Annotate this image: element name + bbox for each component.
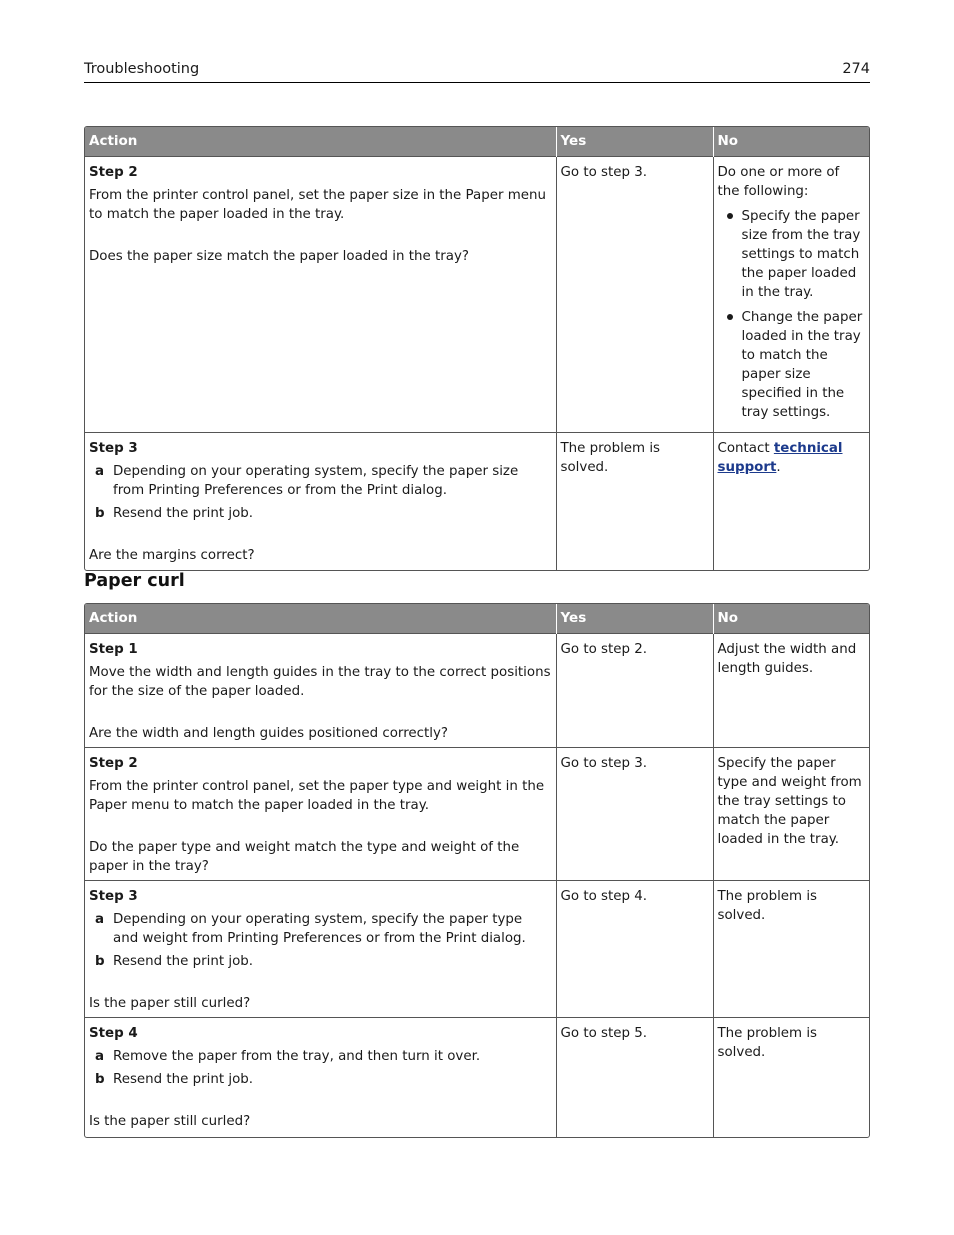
sub-step [89,1047,552,1066]
step-title: Step 1 [89,642,138,657]
sub-step-text: Depending on your operating system, specify the paper size from Printing Preferences or from the Print dialog. [113,464,519,498]
action-cell [85,881,556,1018]
sub-step-letter: b [95,1072,105,1087]
step-question: Is the paper still curled? [89,996,251,1011]
yes-cell: Go to step 4. [556,881,713,1018]
step-question: Does the paper size match the paper loaded in the tray? [89,249,469,264]
no-cell: Adjust the width and length guides. [713,634,869,748]
yes-cell: Go to step 2. [556,634,713,748]
table-header-row [85,127,869,157]
step-title: Step 3 [89,441,138,456]
table-row [85,433,869,570]
action-cell [85,634,556,748]
table-header-row [85,604,869,634]
step-instruction: Move the width and length guides in the tray to the correct positions for the size of the paper loaded. [89,665,551,699]
sub-step-text: Remove the paper from the tray, and then turn it over. [113,1049,481,1064]
technical-support-link[interactable]: technical support [717,441,843,475]
action-cell [85,433,556,570]
sub-step [89,1070,552,1089]
action-cell [85,157,556,433]
no-cell: Contact technical support. [713,433,869,570]
step-question: Are the width and length guides positioned correctly? [89,726,449,741]
no-intro: Do one or more of the following: [717,165,840,199]
yes-cell: The problem is solved. [556,433,713,570]
yes-cell: Go to step 3. [556,157,713,433]
step-instruction: From the printer control panel, set the paper type and weight in the Paper menu to match the paper loaded in the tray. [89,779,545,813]
step-question: Are the margins correct? [89,548,255,563]
column-header-no: No [713,604,869,634]
sub-step-letter: a [95,1049,105,1064]
list-item: Specify the paper size from the tray settings to match the paper loaded in the tray. [718,207,866,302]
sub-step-text: Resend the print job. [113,954,254,969]
bullet-icon [727,213,733,219]
step-title: Step 2 [89,165,138,180]
table-row [85,634,869,748]
troubleshooting-table-paper-size [84,126,870,571]
no-cell [713,157,869,433]
no-cell: Specify the paper type and weight from the tray settings to match the paper loaded in the tray. [713,748,869,881]
section-title: Troubleshooting [84,61,200,77]
sub-step-text: Resend the print job. [113,506,254,521]
step-question: Do the paper type and weight match the type and weight of the paper in the tray? [89,840,520,874]
table-row [85,748,869,881]
sub-step-letter: a [95,464,105,479]
sub-step-text: Resend the print job. [113,1072,254,1087]
column-header-yes: Yes [556,604,713,634]
sub-step-letter: b [95,506,105,521]
action-cell [85,1018,556,1137]
page-number: 274 [842,61,870,77]
column-header-action: Action [85,604,556,634]
sub-step [89,504,552,523]
yes-cell: Go to step 5. [556,1018,713,1137]
no-cell: The problem is solved. [713,881,869,1018]
sub-step-letter: b [95,954,105,969]
column-header-action: Action [85,127,556,157]
page-header [84,60,870,83]
sub-step-text: Depending on your operating system, specify the paper type and weight from Printing Preferences or from the Print dialog. [113,912,526,946]
list-item: Change the paper loaded in the tray to match the paper size specified in the tray settings. [718,308,866,422]
step-title: Step 3 [89,889,138,904]
section-heading: Paper curl [84,571,185,591]
bullet-icon [727,314,733,320]
table-row [85,157,869,433]
sub-step [89,910,552,948]
step-instruction: From the printer control panel, set the paper size in the Paper menu to match the paper loaded in the tray. [89,188,546,222]
step-title: Step 2 [89,756,138,771]
yes-cell: Go to step 3. [556,748,713,881]
step-title: Step 4 [89,1026,138,1041]
no-bullet-list [718,207,866,422]
table-row [85,881,869,1018]
troubleshooting-table-paper-curl [84,603,870,1138]
sub-step [89,462,552,500]
sub-step-letter: a [95,912,105,927]
sub-step [89,952,552,971]
column-header-yes: Yes [556,127,713,157]
table-row [85,1018,869,1137]
action-cell [85,748,556,881]
column-header-no: No [713,127,869,157]
no-cell: The problem is solved. [713,1018,869,1137]
step-question: Is the paper still curled? [89,1114,251,1129]
